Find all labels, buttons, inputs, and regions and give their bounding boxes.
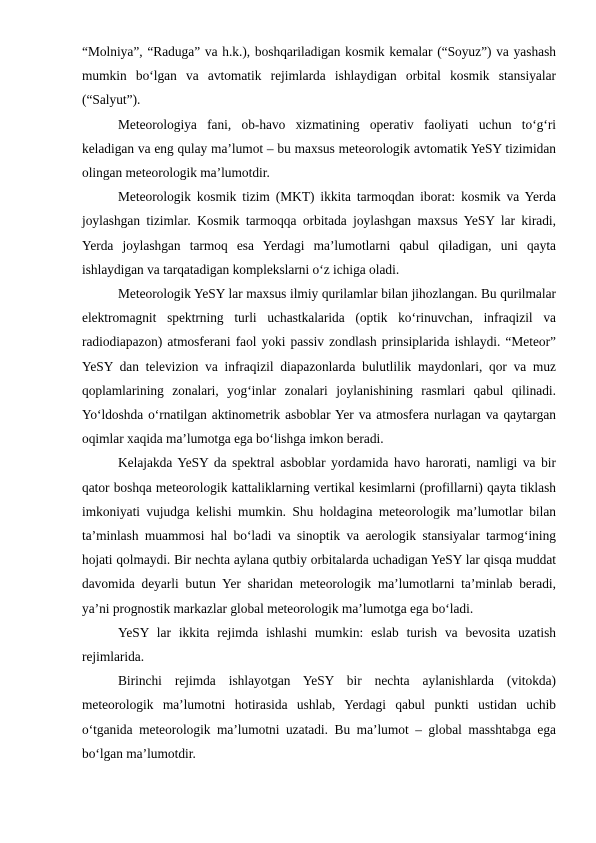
- paragraph-5: Kelajakda YeSY da spektral asboblar yordamida havo harorati, namligi va bir qator boshqa meteorologik kattaliklarning vertikal kesimlarni (profillarni) qayta tiklash imkoniyati vujudga kelishi mumkin. Shu holdagina meteorologik ma’lumotlar bilan ta’minlash muammosi hal bo‘ladi va sinoptik va aerologik stansiyalar tarmog‘ining hojati qolmaydi. Bir nechta aylana qutbiy orbitalarda uchadigan YeSY lar qisqa muddat davomida deyarli butun Yer sharidan meteorologik ma’lumotlarni ta’minlab beradi, ya’ni prognostik markazlar global meteorologik ma’lumotga ega bo‘ladi.: [82, 455, 556, 616]
- paragraph-3: Meteorologik kosmik tizim (MKT) ikkita tarmoqdan iborat: kosmik va Yerda joylashgan tizimlar. Kosmik tarmoqqa orbitada joylashgan maxsus YeSY lar kiradi, Yerda joylashgan tarmoq esa Yerdagi ma’lumotlarni qabul qiladigan, uni qayta ishlaydigan va tarqatadigan komplekslarni o‘z ichiga oladi.: [82, 189, 556, 277]
- paragraph-7: Birinchi rejimda ishlayotgan YeSY bir nechta aylanishlarda (vitokda) meteorologik ma’lumotni hotirasida ushlab, Yerdagi qabul punkti ustidan uchib o‘tganida meteorologik ma’lumotni uzatadi. Bu ma’lumot – global masshtabga ega bo‘lgan ma’lumotdir.: [82, 673, 556, 761]
- document-page: [82, 40, 556, 766]
- paragraph-4: Meteorologik YeSY lar maxsus ilmiy qurilamlar bilan jihozlangan. Bu qurilmalar elektromagnit spektrning turli uchastkalarida (optik ko‘rinuvchan, infraqizil va radiodiapazon) atmosferani faol yoki passiv zondlash prinsiplarida ishlaydi. “Meteor” YeSY dan televizion va infraqizil diapazonlarda bulutlilik maydonlari, qor va muz qoplamlarining zonalari, yog‘inlar zonalari joylanishining rasmlari qabul qilinadi. Yo‘ldoshda o‘rnatilgan aktinometrik asboblar Yer va atmosfera nurlagan va qaytargan oqimlar xaqida ma’lumotga ega bo‘lishga imkon beradi.: [82, 286, 556, 447]
- paragraph-6: YeSY lar ikkita rejimda ishlashi mumkin: eslab turish va bevosita uzatish rejimlarida.: [82, 624, 556, 665]
- paragraph-1: “Molniya”, “Raduga” va h.k.), boshqariladigan kosmik kemalar (“Soyuz”) va yashash mumkin bo‘lgan va avtomatik rejimlarda ishlaydigan orbital kosmik stansiyalar (“Salyut”).: [82, 44, 556, 108]
- paragraph-2: Meteorologiya fani, ob-havo xizmatining operativ faoliyati uchun to‘g‘ri keladigan va eng qulay ma’lumot – bu maxsus meteorologik avtomatik YeSY tizimidan olingan meteorologik ma’lumotdir.: [82, 116, 556, 181]
